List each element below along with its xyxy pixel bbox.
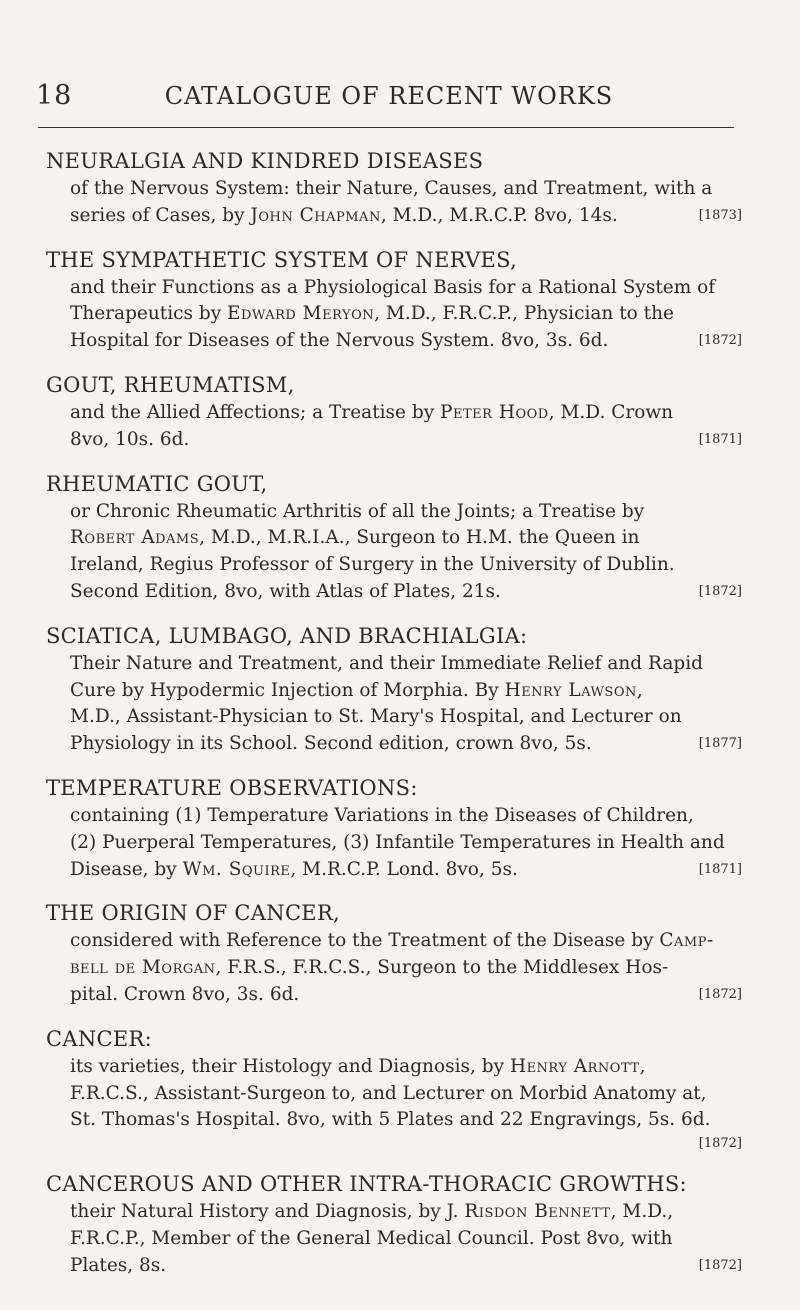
author-name: Henry Lawson [504, 679, 637, 701]
publication-year: [1871] [698, 431, 742, 447]
entry-description: containing (1) Temperature Variations in the Diseases of Children, (2) Puerperal Temperatures, (3) Infantile Temperatures in Health and Disease, by Wm. Squire, M.R.C.P. Lond. 8vo, 5s. [1871] [46, 803, 742, 883]
author-name: Wm. Squire [182, 858, 291, 880]
entry-description: or Chronic Rheumatic Arthritis of all the Joints; a Treatise by Robert Adams, M.D., M.R.I.A., Surgeon to H.M. the Queen in Ireland, Regius Professor of Surgery in the University of Dublin. Second Edition, 8vo, with Atlas of Plates, 21s. [1872] [46, 499, 742, 606]
entry-title: SCIATICA, LUMBAGO, AND BRACHIALGIA: [46, 623, 528, 648]
entry-description: of the Nervous System: their Nature, Causes, and Treatment, with a series of Cases, by John Chapman, M.D., M.R.C.P. 8vo, 14s. [1873] [46, 176, 742, 230]
publication-year: [1872] [698, 1136, 742, 1152]
publication-year: [1872] [698, 333, 742, 349]
publication-year: [1873] [698, 207, 742, 223]
entry-description: and their Functions as a Physiological Basis for a Rational System of Therapeutics by Edward Meryon, M.D., F.R.C.P., Physician to the Hospital for Diseases of the Nervous System. 8vo, 3s. 6d. [1872] [46, 275, 742, 355]
entry-title: CANCEROUS AND OTHER INTRA-THORACIC GROWTHS: [46, 1172, 687, 1197]
catalogue-entries [46, 146, 742, 1295]
author-name: Henry Arnott [509, 1055, 640, 1077]
author-name: Robert Adams [70, 527, 200, 549]
entry-title: RHEUMATIC GOUT, [46, 471, 268, 496]
catalogue-entry [46, 146, 742, 230]
page-number: 18 [36, 80, 73, 111]
page-header [36, 80, 742, 120]
catalogue-entry [46, 621, 742, 758]
author-name: Risdon Bennett [464, 1201, 611, 1223]
header-rule [38, 127, 734, 128]
publication-year: [1872] [698, 1257, 742, 1273]
catalogue-entry [46, 1169, 742, 1279]
catalogue-entry [46, 898, 742, 1008]
entry-description: considered with Reference to the Treatment of the Disease by Camp- bell de Morgan, F.R.S., F.R.C.S., Surgeon to the Middlesex Hos- pital. Crown 8vo, 3s. 6d. [1872] [46, 928, 742, 1008]
entry-title: THE SYMPATHETIC SYSTEM OF NERVES, [46, 247, 518, 272]
author-name: John Chapman [250, 204, 381, 226]
entry-description: Their Nature and Treatment, and their Immediate Relief and Rapid Cure by Hypodermic Injection of Morphia. By Henry Lawson, M.D., Assistant-Physician to St. Mary's Hospital, and Lecturer on Physiology in its School. Second edition, crown 8vo, 5s. [1877] [46, 651, 742, 758]
author-name: Peter Hood [440, 401, 549, 423]
publication-year: [1871] [698, 861, 742, 877]
author-name: bell de Morgan [70, 957, 216, 979]
entry-description: and the Allied Affections; a Treatise by Peter Hood, M.D. Crown 8vo, 10s. 6d. [1871] [46, 400, 742, 454]
entry-description: its varieties, their Histology and Diagnosis, by Henry Arnott, F.R.C.S., Assistant-Surgeon to, and Lecturer on Morbid Anatomy at, St. Thomas's Hospital. 8vo, with 5 Plates and 22 Engravings, 5s. 6d. [1872] [46, 1054, 742, 1154]
entry-description: their Natural History and Diagnosis, by J. Risdon Bennett, M.D., F.R.C.P., Member of the General Medical Council. Post 8vo, with Plates, 8s. [1872] [46, 1199, 742, 1279]
entry-title: THE ORIGIN OF CANCER, [46, 901, 341, 926]
catalogue-entry [46, 1024, 742, 1154]
entry-title: CANCER: [46, 1026, 152, 1051]
publication-year: [1877] [698, 736, 742, 752]
author-name: Edward Meryon [227, 303, 375, 325]
catalogue-entry [46, 469, 742, 606]
publication-year: [1872] [698, 583, 742, 599]
running-title: CATALOGUE OF RECENT WORKS [164, 82, 614, 110]
catalogue-entry [46, 245, 742, 355]
author-name: Camp- [659, 930, 714, 952]
entry-title: GOUT, RHEUMATISM, [46, 372, 295, 397]
catalogue-entry [46, 773, 742, 883]
catalogue-entry [46, 370, 742, 454]
entry-title: TEMPERATURE OBSERVATIONS: [46, 775, 418, 800]
publication-year: [1872] [698, 986, 742, 1002]
entry-title: NEURALGIA AND KINDRED DISEASES [46, 149, 484, 173]
